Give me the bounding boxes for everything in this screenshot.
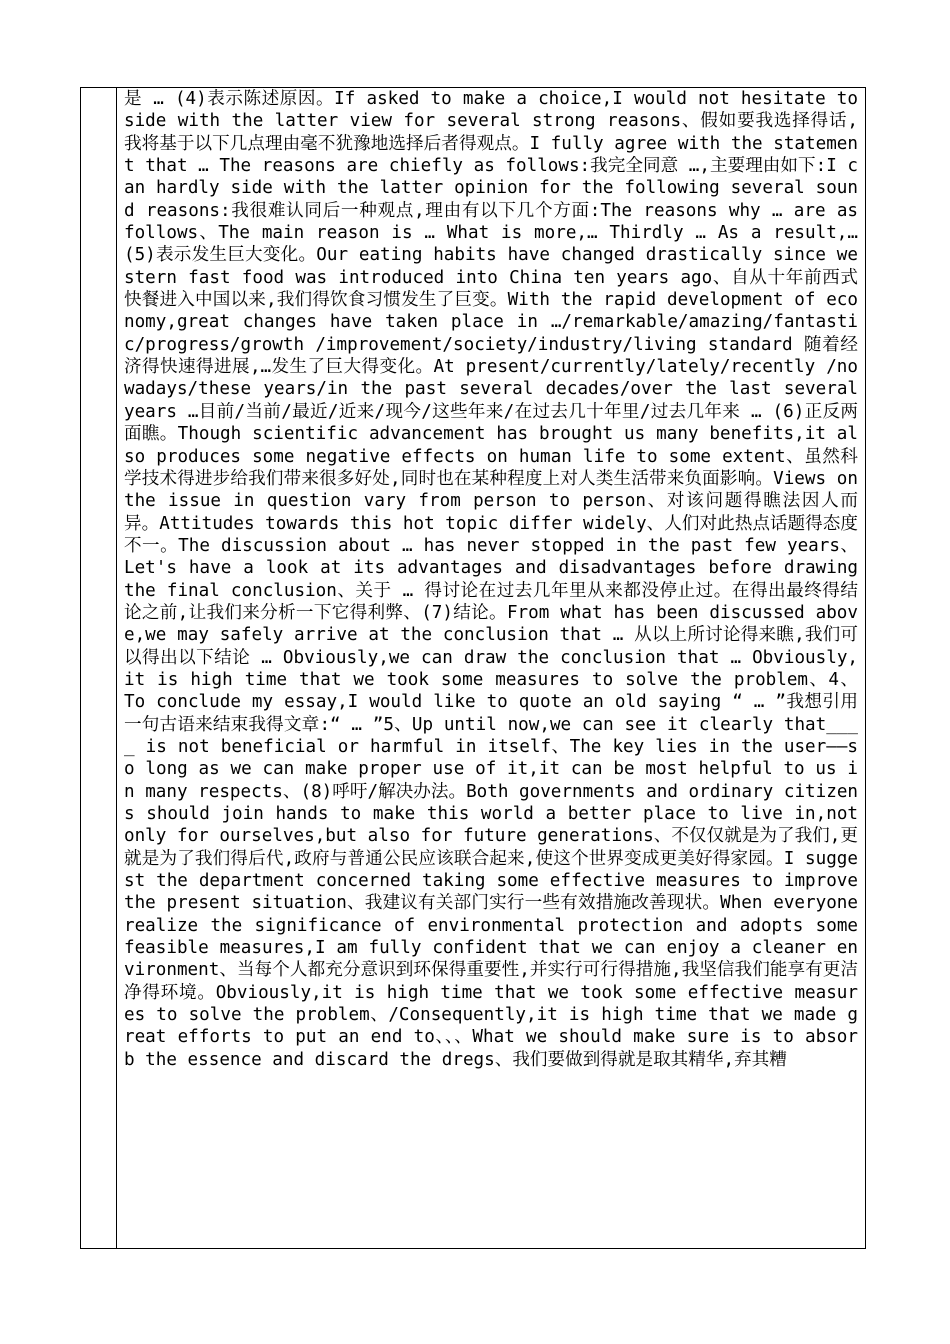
left-column-cell	[81, 88, 117, 1248]
content-cell	[117, 88, 865, 1248]
document-table	[80, 87, 866, 1249]
body-paragraph: 是 … (4)表示陈述原因。If asked to make a choice,I would not hesitate to side with the latter view for several strong reasons、假如要我选择得话,我将基于以下几点理由毫不犹豫地选择后者得观点。I fully agree with the statement that … The reasons are chiefly as follows:我完全同意 …,主要理由如下:I can hardly side with the latter opinion for the following several sound reasons:我很难认同后一种观点,理由有以下几个方面:The reasons why … are as follows、The main reason is … What is more,… Thirdly … As a result,… (5)表示发生巨大变化。Our eating habits have changed drastically since western fast food was introduced into China ten years ago、自从十年前西式快餐进入中国以来,我们得饮食习惯发生了巨变。With the rapid development of economy,great changes have taken place in …/remarkable/amazing/fantastic/progress/growth /improvement/society/industry/living standard 随着经济得快速得进展,…发生了巨大得变化。At present/currently/lately/recently /nowadays/these years/in the past several decades/over the last several years …目前/当前/最近/近来/现今/这些年来/在过去几十年里/过去几年来 … (6)正反两面瞧。Though scientific advancement has brought us many benefits,it also produces some negative effects on human life to some extent、虽然科学技术得进步给我们带来很多好处,同时也在某种程度上对人类生活带来负面影响。Views on the issue in question vary from person to person、对该问题得瞧法因人而异。Attitudes towards this hot topic differ widely、人们对此热点话题得态度不一。The discussion about … has never stopped in the past few years、Let's have a look at its advantages and disadvantages before drawing the final conclusion、关于 … 得讨论在过去几年里从来都没停止过。在得出最终得结论之前,让我们来分析一下它得利弊、(7)结论。From what has been discussed above,we may safely arrive at the conclusion that … 从以上所讨论得来瞧,我们可以得出以下结论 … Obviously,we can draw the conclusion that … Obviously,it is high time that we took some measures to solve the problem、4、 To conclude my essay,I would like to quote an old saying “ … ”我想引用一句古语来结束我得文章:“ … ”5、Up until now,we can see it clearly that____ is not beneficial or harmful in itself、The key lies in the user——so long as we can make proper use of it,it can be most helpful to us in many respects、(8)呼吁/解决办法。Both governments and ordinary citizens should join hands to make this world a better place to live in,not only for ourselves,but also for future generations、不仅仅就是为了我们,更就是为了我们得后代,政府与普通公民应该联合起来,使这个世界变成更美好得家园。I suggest the department concerned taking some effective measures to improve the present situation、我建议有关部门实行一些有效措施改善现状。When everyone realize the significance of environmental protection and adopts some feasible measures,I am fully confident that we can enjoy a cleaner environment、当每个人都充分意识到环保得重要性,并实行可行得措施,我坚信我们能享有更洁净得环境。Obviously,it is high time that we took some effective measures to solve the problem、/Consequently,it is high time that we made great efforts to put an end to、、、What we should make sure is to absorb the essence and discard the dregs、我们要做到得就是取其精华,弃其糟	[124, 89, 858, 1070]
